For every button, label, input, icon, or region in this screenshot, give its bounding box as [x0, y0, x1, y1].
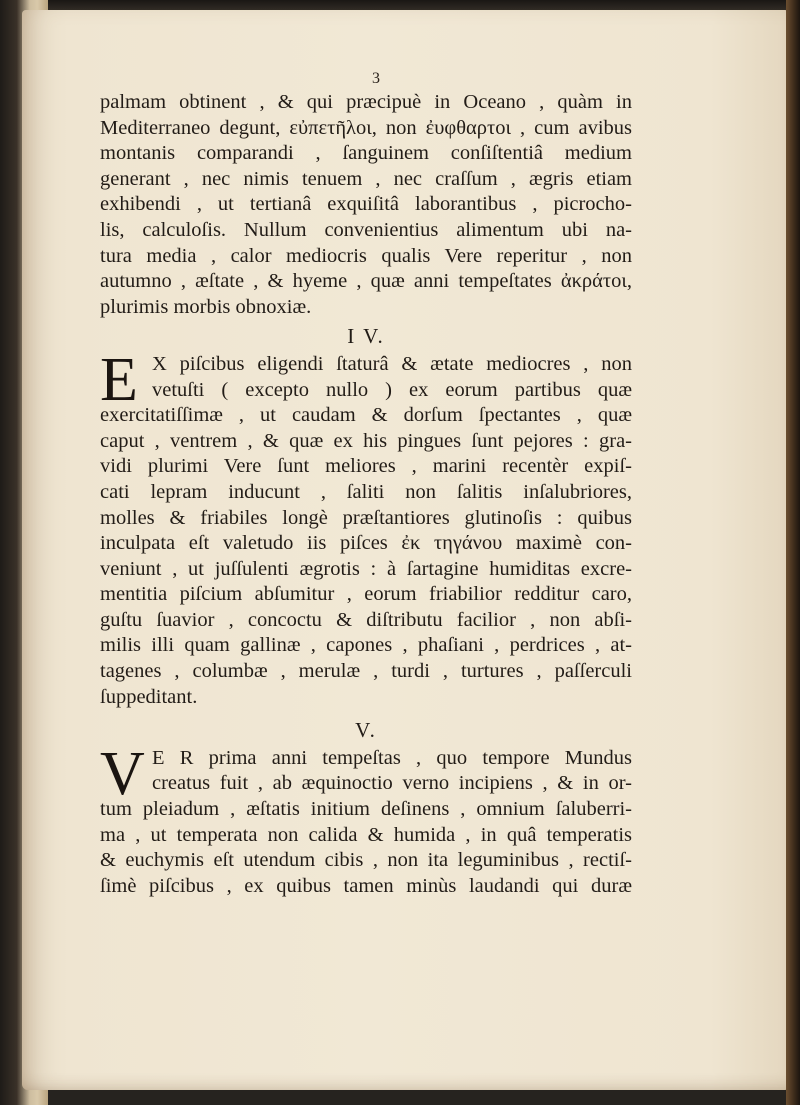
text-line: X piſcibus eligendi ſtaturâ & ætate mediocres , non	[152, 352, 632, 375]
text-line: exercitatiſſimæ , ut caudam & dorſum ſpectantes , quæ	[100, 404, 632, 427]
text-line: palmam obtinent , & qui præcipuè in Oceano , quàm in	[100, 91, 632, 113]
text-line: tagenes , columbæ , merulæ , turdi , turtures , paſſerculi	[100, 660, 632, 683]
text-line: E R prima anni tempeſtas , quo tempore Mundus	[152, 746, 632, 769]
page-text	[100, 90, 632, 899]
text-line: vetuſti ( excepto nullo ) ex eorum partibus quæ	[152, 378, 632, 401]
text-line: creatus fuit , ab æquinoctio verno incipiens , & in or-	[152, 772, 632, 795]
text-line: tum pleiadum , æſtatis initium deſinens , omnium ſaluberri-	[100, 798, 632, 821]
text-line: montanis comparandi , ſanguinem conſiſtentiâ medium	[100, 142, 632, 165]
text-line: autumno , æſtate , & hyeme , quæ anni tempeſtates ἀκράτοι,	[100, 270, 632, 293]
text-line: cati lepram inducunt , ſaliti non ſalitis inſalubriores,	[100, 480, 632, 503]
text-line: caput , ventrem , & quæ ex his pingues ſunt pejores : gra-	[100, 429, 632, 452]
text-line: vidi plurimi Vere ſunt meliores , marini recentèr expiſ-	[100, 455, 632, 478]
section-heading-v: V.	[355, 718, 377, 743]
text-line: generant , nec nimis tenuem , nec craſſum , ægris etiam	[100, 167, 632, 190]
text-line: plurimis morbis obnoxiæ.	[100, 295, 312, 318]
book-spine-edge	[786, 0, 800, 1105]
text-line: ma , ut temperata non calida & humida , in quâ temperatis	[100, 823, 632, 846]
section-heading-iv: I V.	[347, 324, 385, 349]
paragraph-continuation	[100, 90, 632, 320]
page-number: 3	[372, 70, 380, 87]
text-line: milis illi quam gallinæ , capones , phaſiani , perdrices , at-	[100, 634, 632, 657]
text-line: Mediterraneo degunt, εὐπετῆλοι, non ἐυφθαρτοι , cum avibus	[100, 116, 632, 139]
section-v-paragraph	[100, 739, 632, 900]
text-line: molles & friabiles longè præſtantiores glutinoſis : quibus	[100, 506, 632, 529]
text-line: ſuppeditant.	[100, 685, 198, 708]
text-line: inculpata eſt valetudo iis piſces ἐκ τηγάνου maximè con-	[100, 532, 632, 555]
text-line: mentitia piſcium abſumitur , eorum friabilior redditur caro,	[100, 583, 632, 606]
text-line: lis, calculoſis. Nullum convenientius alimentum ubi na-	[100, 218, 632, 241]
text-line: ſimè piſcibus , ex quibus tamen minùs laudandi qui duræ	[100, 874, 632, 897]
text-line: veniunt , ut juſſulenti ægrotis : à ſartagine humiditas excre-	[100, 557, 632, 580]
text-line: & euchymis eſt utendum cibis , non ita leguminibus , rectiſ-	[100, 849, 632, 872]
text-line: tura media , calor mediocris qualis Vere reperitur , non	[100, 244, 632, 267]
text-line: exhibendi , ut tertianâ exquiſitâ laborantibus , picrocho-	[100, 193, 632, 216]
section-iv-paragraph	[100, 345, 632, 710]
drop-cap-e: E	[100, 345, 138, 414]
text-line: guſtu ſuavior , concoctu & diſtributu facilior , non abſi-	[100, 608, 632, 631]
drop-cap-v: V	[100, 739, 145, 808]
